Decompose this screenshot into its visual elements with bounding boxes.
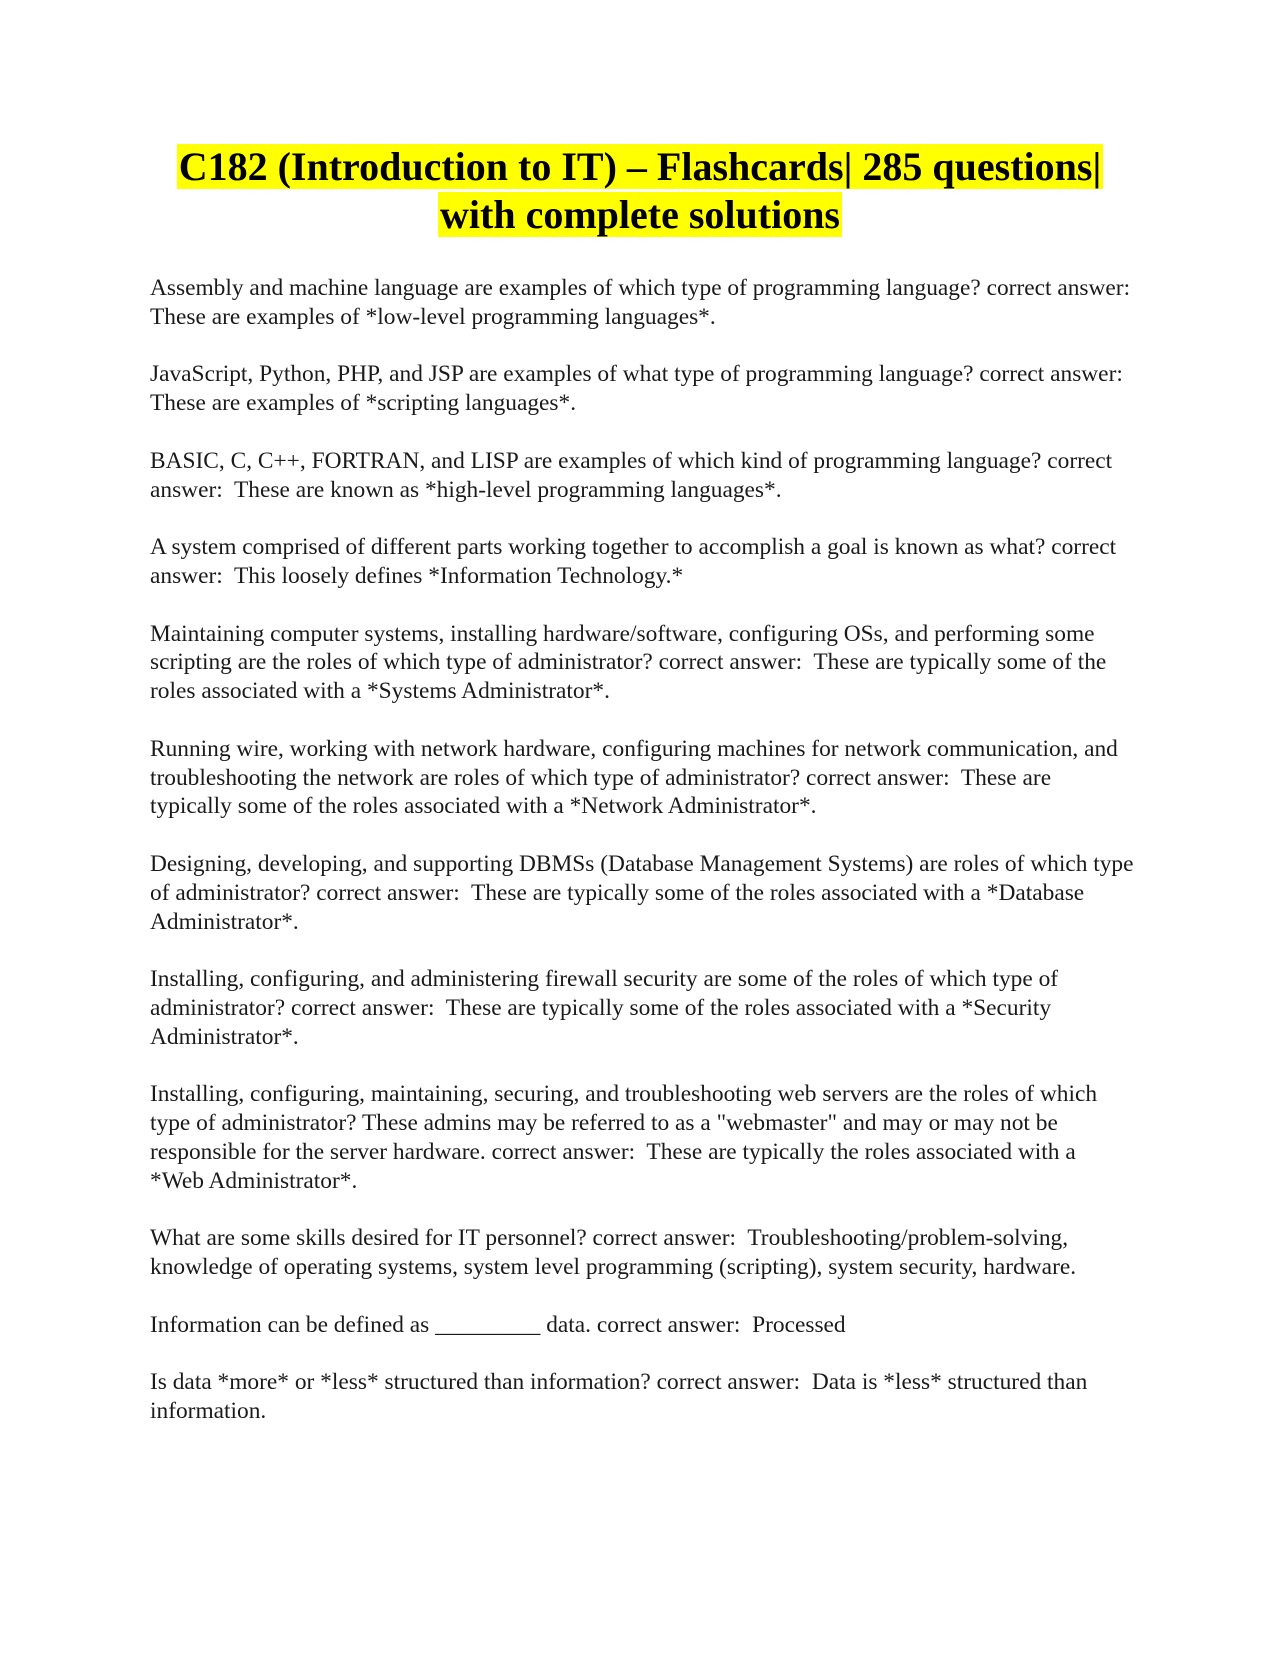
title-line-1: C182 (Introduction to IT) – Flashcards| 285 questions| (178, 144, 1102, 189)
flashcard-entry: Installing, configuring, and administering firewall security are some of the roles of which type of administrator? correct answer: These are typically some of the roles associated with a *Security Administrator*. (150, 966, 1064, 1050)
flashcard-entry: Installing, configuring, maintaining, securing, and troubleshooting web servers are the roles of which type of administrator? These admins may be referred to as a "webmaster" and may or may not be responsible for the server hardware. correct answer: These are typically the roles associated with a *Web Administrator*. (150, 1081, 1103, 1194)
flashcard-entry: Designing, developing, and supporting DBMSs (Database Management Systems) are roles of which type of administrator? correct answer: These are typically some of the roles associated with a *Database Administrator*. (150, 850, 1140, 935)
flashcard-entry: JavaScript, Python, PHP, and JSP are examples of what type of programming language? correct answer: These are examples of *scripting languages*. (150, 361, 1135, 417)
flashcard-list (150, 274, 1142, 1455)
flashcard-entry: Assembly and machine language are examples of which type of programming language? correct answer: These are examples of *low-level programming languages*. (150, 275, 1142, 330)
flashcard-entry: Running wire, working with network hardware, configuring machines for network communication, and troubleshooting the network are roles of which type of administrator? correct answer: These are typically some of the roles associated with a *Network Administrator*. (150, 735, 1124, 820)
flashcard-entry: What are some skills desired for IT personnel? correct answer: Troubleshooting/problem-solving, knowledge of operating systems, system level programming (scripting), system security, hardware. (150, 1225, 1077, 1281)
flashcard-entry: BASIC, C, C++, FORTRAN, and LISP are examples of which kind of programming language? correct answer: These are known as *high-level programming languages*. (150, 447, 1119, 503)
title-line-2: with complete solutions (440, 192, 840, 237)
flashcard-entry: A system comprised of different parts working together to accomplish a goal is known as what? correct answer: This loosely defines *Information Technology.* (150, 534, 1122, 589)
flashcard-entry: Is data *more* or *less* structured than information? correct answer: Data is *less* structured than information. (150, 1369, 1094, 1425)
document-title (130, 143, 1150, 239)
flashcard-entry: Maintaining computer systems, installing hardware/software, configuring OSs, and performing some scripting are the roles of which type of administrator? correct answer: These are typically some of the roles associated with a *Systems Administrator*. (150, 620, 1113, 705)
flashcard-entry: Information can be defined as _________ data. correct answer: Processed (150, 1311, 846, 1338)
